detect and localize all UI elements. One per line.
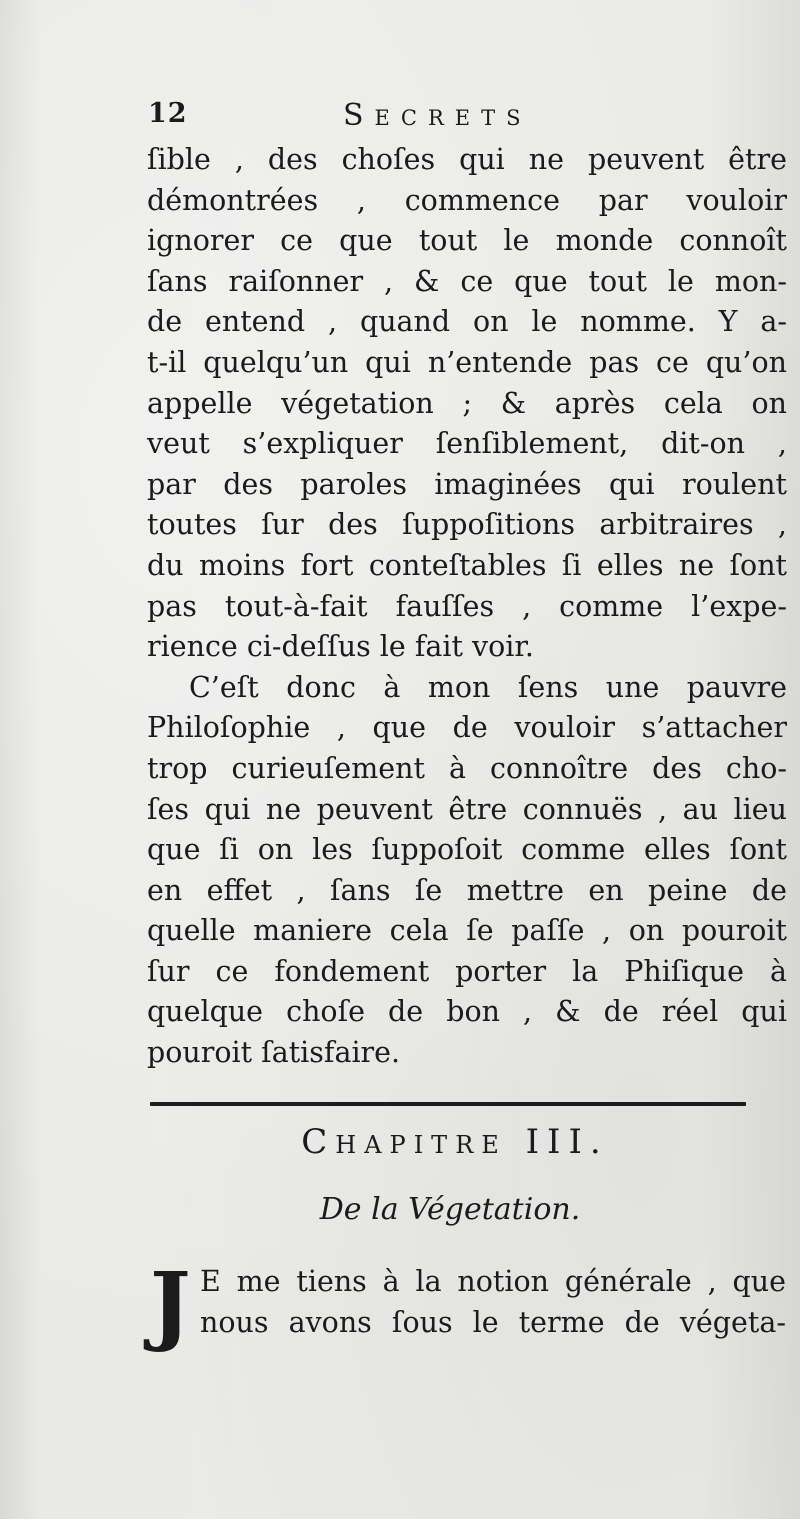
chapter-divider-rule <box>150 1102 746 1106</box>
page-number: 12 <box>148 98 188 129</box>
text-line: en effet , ſans ſe mettre en peine de <box>147 873 787 907</box>
paragraph-last-line: rience ci-deſſus le fait voir. <box>147 630 534 664</box>
running-head <box>148 98 768 138</box>
text-line: Philoſophie , que de vouloir s’attacher <box>147 711 787 745</box>
text-line: toutes ſur des ſuppoſitions arbitraires , <box>147 508 787 542</box>
running-title: Secrets <box>343 98 532 133</box>
text-line: quelque choſe de bon , & de réel qui <box>147 995 787 1029</box>
text-line: ſes qui ne peuvent être connuës , au lieu <box>147 792 787 826</box>
text-line: ſible , des choſes qui ne peuvent être <box>147 143 787 176</box>
paragraph-first-line: C’eſt donc à mon ſens une pauvre <box>189 670 787 704</box>
text-line: de entend , quand on le nomme. Y a- <box>147 305 787 339</box>
text-line: ſans raiſonner , & ce que tout le mon- <box>147 264 787 298</box>
text-line: veut s’expliquer ſenſiblement, dit-on , <box>147 427 787 461</box>
chapter-opening-text <box>200 1262 786 1343</box>
text-line: démontrées , commence par vouloir <box>147 183 787 217</box>
chapter-subtitle: De la Végetation. <box>319 1192 581 1227</box>
text-line: quelle maniere cela ſe paſſe , on pouroit <box>147 914 787 948</box>
text-line: par des paroles imaginées qui roulent <box>147 467 787 501</box>
body-text <box>147 140 787 1074</box>
paragraph-last-line: pouroit ſatisfaire. <box>147 1036 401 1070</box>
drop-cap: J <box>150 1254 191 1355</box>
text-line: appelle végetation ; & après cela on <box>147 386 787 420</box>
text-line: pas tout-à-fait fauſſes , comme l’expe- <box>147 589 787 623</box>
text-line: nous avons ſous le terme de végeta- <box>200 1305 786 1339</box>
text-line: ſur ce fondement porter la Phiſique à <box>147 954 787 988</box>
text-line: du moins fort conteſtables ſi elles ne ſont <box>147 548 787 582</box>
chapter-title: Chapitre III. <box>301 1122 609 1162</box>
text-line: ignorer ce que tout le monde connoît <box>147 224 787 258</box>
text-line: que ſi on les ſuppoſoit comme elles ſont <box>147 833 787 867</box>
text-line: trop curieuſement à connoître des cho- <box>147 751 787 785</box>
text-line: E me tiens à la notion générale , que <box>200 1265 786 1298</box>
text-line: t-il quelqu’un qui n’entende pas ce qu’on <box>147 345 787 379</box>
